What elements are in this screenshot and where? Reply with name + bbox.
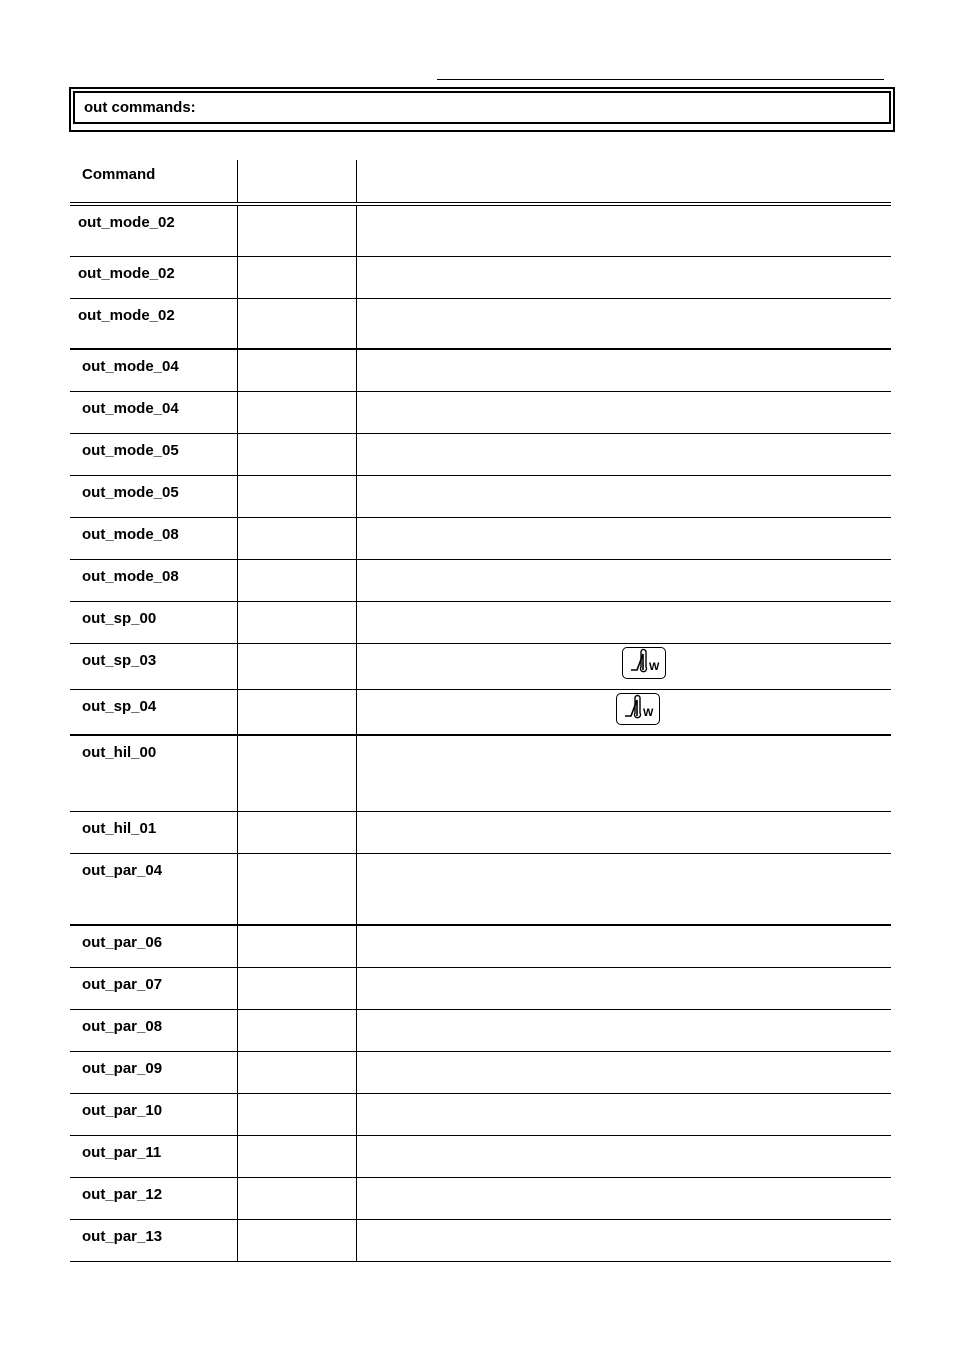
header-col2 — [237, 160, 356, 202]
description-cell — [356, 736, 891, 811]
col2-cell — [237, 926, 356, 967]
command-cell: out_mode_08 — [82, 526, 179, 543]
command-cell: out_mode_02 — [78, 214, 175, 231]
table-row — [70, 257, 891, 299]
description-cell — [356, 926, 891, 967]
table-row — [70, 1136, 891, 1178]
table-row — [70, 1010, 891, 1052]
command-cell: out_mode_04 — [82, 400, 179, 417]
command-cell: out_sp_04 — [82, 698, 157, 715]
description-cell — [356, 1052, 891, 1093]
col2-cell — [237, 206, 356, 256]
table-header-row — [70, 160, 891, 202]
table-row — [70, 968, 891, 1010]
command-cell: out_mode_04 — [82, 358, 179, 375]
command-cell: out_par_04 — [82, 862, 163, 879]
col2-cell — [237, 350, 356, 391]
col2-cell — [237, 602, 356, 643]
command-cell: out_par_06 — [82, 934, 163, 951]
command-cell: out_par_13 — [82, 1228, 163, 1245]
col2-cell — [237, 257, 356, 298]
description-cell — [356, 434, 891, 475]
col2-cell — [237, 299, 356, 348]
command-cell: out_par_12 — [82, 1186, 163, 1203]
setpoint-w-icon — [622, 647, 666, 679]
table-row — [70, 476, 891, 518]
description-cell — [356, 1220, 891, 1261]
command-cell: out_hil_00 — [82, 744, 157, 761]
description-cell — [356, 1136, 891, 1177]
col2-cell — [237, 1052, 356, 1093]
header-col3 — [356, 160, 891, 202]
description-cell — [356, 350, 891, 391]
table-row — [70, 1220, 891, 1262]
col2-cell — [237, 690, 356, 734]
command-table — [70, 160, 891, 1262]
description-cell — [356, 206, 891, 256]
col2-cell — [237, 736, 356, 811]
command-cell: out_sp_03 — [82, 652, 157, 669]
description-cell — [356, 854, 891, 924]
col2-cell — [237, 392, 356, 433]
svg-text:W: W — [649, 661, 660, 673]
description-cell — [356, 392, 891, 433]
description-cell — [356, 602, 891, 643]
table-row — [70, 350, 891, 392]
table-row — [70, 560, 891, 602]
command-cell: out_mode_05 — [82, 442, 179, 459]
description-cell — [356, 1178, 891, 1219]
header-rule — [437, 79, 884, 80]
header-command: Command — [82, 166, 156, 183]
table-row — [70, 392, 891, 434]
col2-cell — [237, 968, 356, 1009]
command-cell: out_par_11 — [82, 1144, 162, 1161]
description-cell — [356, 257, 891, 298]
col2-cell — [237, 1094, 356, 1135]
table-row — [70, 736, 891, 812]
table-row — [70, 518, 891, 560]
command-cell: out_mode_02 — [78, 307, 175, 324]
command-cell: out_mode_08 — [82, 568, 179, 585]
col2-cell — [237, 854, 356, 924]
col2-cell — [237, 560, 356, 601]
description-cell — [356, 644, 891, 689]
table-row — [70, 434, 891, 476]
col2-cell — [237, 812, 356, 853]
col2-cell — [237, 1220, 356, 1261]
description-cell — [356, 812, 891, 853]
table-row — [70, 1094, 891, 1136]
command-cell: out_hil_01 — [82, 820, 157, 837]
command-cell: out_par_08 — [82, 1018, 163, 1035]
command-cell: out_sp_00 — [82, 610, 157, 627]
table-row — [70, 854, 891, 926]
table-row — [70, 926, 891, 968]
table-row — [70, 1052, 891, 1094]
table-row — [70, 206, 891, 257]
description-cell — [356, 299, 891, 348]
description-cell — [356, 476, 891, 517]
table-row — [70, 812, 891, 854]
section-title-box — [69, 87, 895, 132]
col2-cell — [237, 1136, 356, 1177]
description-cell — [356, 560, 891, 601]
col2-cell — [237, 476, 356, 517]
col2-cell — [237, 518, 356, 559]
table-row — [70, 690, 891, 736]
col2-cell — [237, 1178, 356, 1219]
command-cell: out_par_09 — [82, 1060, 163, 1077]
table-row — [70, 1178, 891, 1220]
setpoint-w-icon — [616, 693, 660, 725]
description-cell — [356, 1010, 891, 1051]
table-row — [70, 602, 891, 644]
description-cell — [356, 968, 891, 1009]
description-cell — [356, 1094, 891, 1135]
col2-cell — [237, 434, 356, 475]
col2-cell — [237, 1010, 356, 1051]
section-title: out commands: — [73, 91, 891, 124]
command-cell: out_par_10 — [82, 1102, 163, 1119]
table-row — [70, 644, 891, 690]
col2-cell — [237, 644, 356, 689]
table-row — [70, 299, 891, 350]
svg-text:W: W — [643, 707, 654, 719]
command-cell: out_par_07 — [82, 976, 163, 993]
description-cell — [356, 690, 891, 734]
command-cell: out_mode_05 — [82, 484, 179, 501]
command-cell: out_mode_02 — [78, 265, 175, 282]
description-cell — [356, 518, 891, 559]
